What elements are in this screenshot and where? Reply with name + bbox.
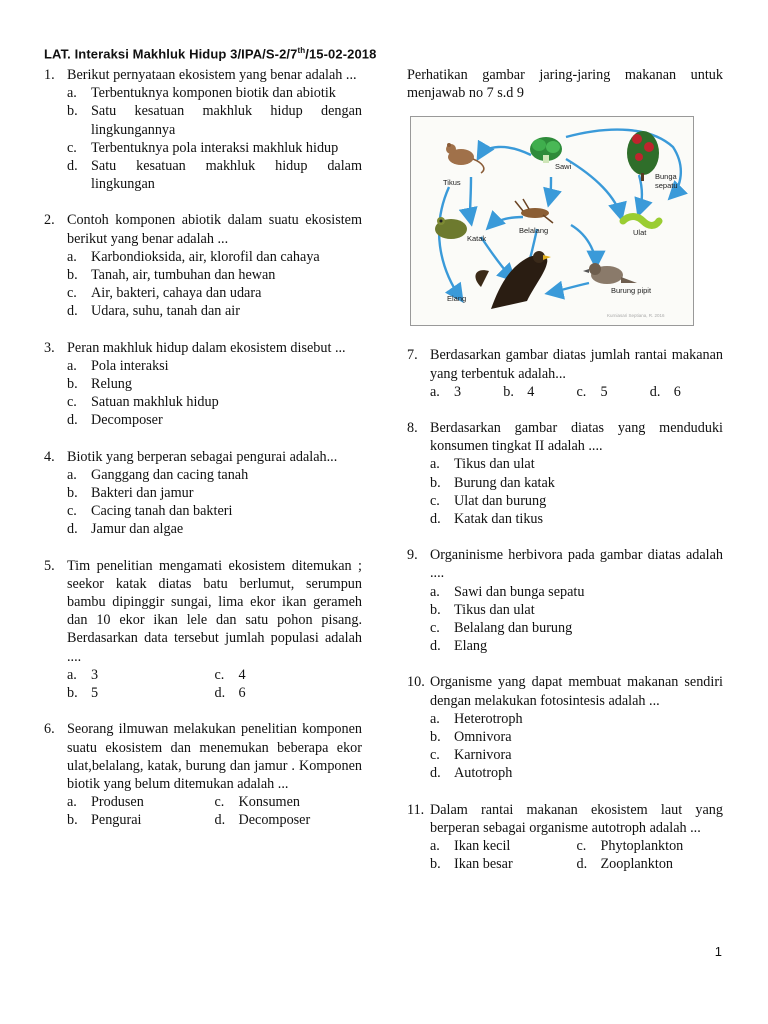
option-d[interactable]: d. Decomposer [214, 812, 311, 829]
option-a[interactable]: a. Karbondioksida, air, klorofil dan cahaya [67, 248, 320, 265]
question-number: 7. [407, 347, 418, 364]
question-6 [44, 720, 362, 829]
label-burung-pipit: Burung pipit [611, 286, 652, 296]
question-number: 3. [44, 339, 55, 356]
question-text: Berdasarkan gambar diatas yang menduduki konsumen tingkat II adalah .... [430, 420, 723, 455]
question-2 [44, 211, 362, 320]
options [67, 248, 362, 321]
option-c[interactable]: c. 4 [214, 666, 246, 683]
option-c[interactable]: c. Belalang dan burung [430, 620, 573, 637]
question-number: 6. [44, 721, 55, 738]
option-b[interactable]: b. Omnivora [430, 729, 512, 746]
option-c[interactable]: c. Air, bakteri, cahaya dan udara [67, 285, 262, 302]
option-c[interactable]: c. Karnivora [430, 747, 512, 764]
question-text: Biotik yang berperan sebagai pengurai adalah... [67, 448, 338, 465]
option-a[interactable]: a. Tikus dan ulat [430, 456, 535, 473]
option-a[interactable]: a. Heterotroph [430, 710, 523, 727]
question-4 [44, 448, 362, 539]
title-text: LAT. Interaksi Makhluk Hidup 3/IPA/S-2/7 [44, 46, 298, 62]
option-d[interactable]: d. Decomposer [67, 412, 163, 429]
option-b[interactable]: b. Tikus dan ulat [430, 601, 535, 618]
option-a[interactable]: a. Pola interaksi [67, 357, 169, 374]
label-sawi: Sawi [555, 162, 572, 172]
label-elang: Elang [447, 294, 467, 304]
question-8 [407, 419, 723, 528]
label-bunga-sepatu-line2: sepatu [655, 181, 678, 191]
question-9 [407, 546, 723, 655]
option-b[interactable]: b. Pengurai [67, 812, 142, 829]
question-number: 11. [407, 801, 425, 818]
figure-instruction: Perhatikan gambar jaring-jaring makanan untuk menjawab no 7 s.d 9 [407, 67, 723, 102]
option-c[interactable]: c. Phytoplankton [576, 838, 684, 855]
option-b[interactable]: b. Tanah, air, tumbuhan dan hewan [67, 267, 276, 284]
option-c[interactable]: c. Satuan makhluk hidup [67, 394, 219, 411]
question-text: Organisme yang dapat membuat makanan sendiri dengan melakukan fotosintesis adalah ... [430, 674, 723, 709]
option-b[interactable]: b. Burung dan katak [430, 474, 555, 491]
question-1 [44, 66, 362, 193]
option-d[interactable]: d. Autotroph [430, 765, 513, 782]
option-a[interactable]: a. Produsen [67, 794, 144, 811]
option-d[interactable]: d. Elang [430, 638, 488, 655]
option-c[interactable]: c. Konsumen [214, 794, 300, 811]
option-b[interactable]: b. Satu kesatuan makhluk hidup dengan lingkungannya [67, 103, 362, 138]
option-b[interactable]: b. 4 [503, 383, 535, 400]
question-number: 4. [44, 448, 55, 465]
options [430, 583, 723, 656]
question-number: 9. [407, 547, 418, 564]
food-web-figure [410, 116, 694, 326]
option-d[interactable]: d. Udara, suhu, tanah dan air [67, 303, 240, 320]
option-a[interactable]: a. 3 [67, 666, 99, 683]
question-text: Seorang ilmuwan melakukan penelitian komponen suatu ekosistem dan menemukan beberapa ekor ulat,belalang, katak, burung dan jamur . Komponen biotik yang belum ditemukan adalah ... [67, 721, 362, 792]
question-5 [44, 557, 362, 703]
question-text: Tim penelitian mengamati ekosistem ditemukan ; seekor katak diatas batu berlumut, serumpun bambu dipinggir sungai, lima ekor ikan gerameh dan 10 ekor ikan lele dan satu pohon pisang. Berdasarkan data tersebut jumlah populasi adalah .... [67, 557, 362, 665]
options [67, 466, 362, 539]
label-katak: Katak [467, 234, 487, 244]
question-number: 1. [44, 67, 55, 83]
question-number: 2. [44, 212, 55, 229]
question-text: Berdasarkan gambar diatas jumlah rantai makanan yang terbentuk adalah... [430, 347, 723, 382]
question-text: Peran makhluk hidup dalam ekosistem disebut ... [67, 339, 346, 356]
left-column [44, 66, 362, 830]
option-c[interactable]: c. Ulat dan burung [430, 492, 547, 509]
question-number: 8. [407, 420, 418, 437]
title-date: /15-02-2018 [305, 46, 377, 62]
title-superscript: th [297, 46, 306, 55]
option-d[interactable]: d. Katak dan tikus [430, 511, 544, 528]
options [430, 383, 723, 401]
question-text: Organinisme herbivora pada gambar diatas adalah .... [430, 547, 723, 582]
page-number: 1 [714, 944, 722, 959]
figure-credit: Kurniasari Septiana, R. 2016 [607, 313, 665, 319]
label-tikus: Tikus [443, 178, 461, 188]
question-number: 5. [44, 557, 55, 574]
options [430, 710, 723, 783]
options [67, 793, 362, 829]
question-7 [407, 346, 723, 401]
question-text: Contoh komponen abiotik dalam suatu ekosistem berikut yang benar adalah ... [67, 212, 362, 247]
option-a[interactable]: a. Ganggang dan cacing tanah [67, 466, 249, 483]
option-d[interactable]: d. 6 [214, 685, 246, 702]
right-column [407, 66, 723, 873]
label-ulat: Ulat [633, 228, 647, 238]
option-d[interactable]: d. Zooplankton [576, 856, 674, 873]
options [430, 455, 723, 528]
page-title [44, 46, 376, 61]
option-b[interactable]: b. Relung [67, 376, 132, 393]
options [430, 837, 723, 873]
option-c[interactable]: c. Terbentuknya pola interaksi makhluk hidup [67, 139, 339, 156]
option-b[interactable]: b. 5 [67, 685, 99, 702]
question-number: 10. [407, 674, 425, 691]
option-d[interactable]: d. Satu kesatuan makhluk hidup dalam lingkungan [67, 158, 362, 193]
option-c[interactable]: c. 5 [576, 383, 608, 400]
label-belalang: Belalang [519, 226, 549, 236]
option-b[interactable]: b. Ikan besar [430, 856, 513, 873]
options [67, 357, 362, 430]
question-text: Berikut pernyataan ekosistem yang benar adalah ... [67, 67, 357, 83]
option-a[interactable]: a. Terbentuknya komponen biotik dan abiotik [67, 85, 336, 102]
question-text: Dalam rantai makanan ekosistem laut yang berperan sebagai organisme autotroph adalah ... [430, 801, 723, 836]
options [67, 666, 362, 702]
options [67, 84, 362, 193]
question-10 [407, 673, 723, 782]
option-a[interactable]: a. Sawi dan bunga sepatu [430, 583, 585, 600]
question-11 [407, 801, 723, 874]
label-bunga-sepatu-line1: Bunga [655, 172, 677, 182]
option-c[interactable]: c. Cacing tanah dan bakteri [67, 503, 233, 520]
question-3 [44, 339, 362, 430]
option-d[interactable]: d. Jamur dan algae [67, 521, 184, 538]
option-a[interactable]: a. 3 [430, 383, 462, 400]
option-a[interactable]: a. Ikan kecil [430, 838, 511, 855]
option-b[interactable]: b. Bakteri dan jamur [67, 485, 194, 502]
option-d[interactable]: d. 6 [649, 383, 681, 400]
